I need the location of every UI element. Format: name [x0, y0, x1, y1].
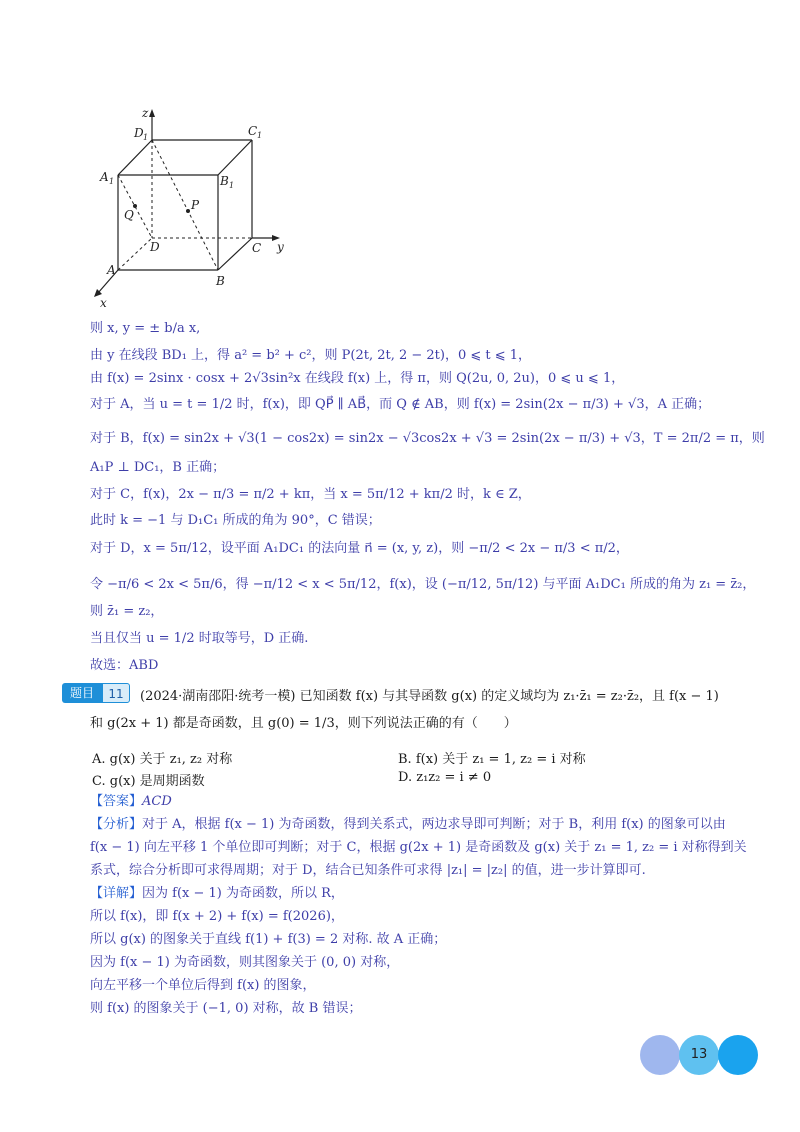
question-badge	[62, 683, 134, 703]
solution-line: 则 x, y = ± b/a x,	[90, 321, 201, 336]
option-B: B. f(x) 关于 z₁ = 1, z₂ = i 对称	[398, 752, 586, 767]
solution-line: A₁P ⊥ DC₁，B 正确；	[90, 460, 226, 475]
question-badge-label: 题目	[62, 683, 102, 703]
option-D: D. z₁z₂ = i ≠ 0	[398, 770, 492, 785]
solution-line: 故选：ABD	[90, 658, 159, 673]
analysis-line: f(x − 1) 向左平移 1 个单位即可判断；对于 C，根据 g(2x + 1) 是奇函数及 g(x) 关于 z₁ = 1, z₂ = i 对称得到关	[90, 840, 747, 855]
svg-text:1: 1	[109, 177, 115, 186]
cube-coordinate-figure	[80, 95, 300, 310]
detail-text: 因为 f(x − 1) 为奇函数，所以 R，	[142, 886, 344, 901]
detail-line: 所以 g(x) 的图象关于直线 f(1) + f(3) = 2 对称. 故 A 正确；	[90, 932, 447, 947]
vertex-A1-label: A	[100, 170, 109, 184]
analysis-tag: 【分析】	[90, 817, 143, 832]
x-axis-label: x	[100, 296, 107, 310]
svg-text:1: 1	[229, 181, 235, 190]
analysis-line	[90, 816, 726, 834]
detail-line	[90, 885, 344, 903]
solution-line: 此时 k = −1 与 D₁C₁ 所成的角为 90°，C 错误；	[90, 513, 381, 528]
answer-line	[90, 793, 172, 811]
detail-line: 向左平移一个单位后得到 f(x) 的图象，	[90, 978, 316, 993]
solution-line: 对于 D，x = 5π/12，设平面 A₁DC₁ 的法向量 n⃗ = (x, y, z)，则 −π/2 < 2x − π/3 < π/2，	[90, 541, 629, 556]
question-stem-line1: (2024·湖南邵阳·统考一模) 已知函数 f(x) 与其导函数 g(x) 的定义域均为 z₁·z̄₁ = z₂·z̄₂，且 f(x − 1)	[140, 689, 719, 704]
detail-line: 因为 f(x − 1) 为奇函数，则其图象关于 (0, 0) 对称，	[90, 955, 400, 970]
y-axis-label: y	[277, 240, 284, 254]
vertex-C-label: C	[252, 241, 262, 255]
page-number: 13	[679, 1035, 719, 1075]
option-A: A. g(x) 关于 z₁, z₂ 对称	[92, 752, 233, 767]
solution-line: 则 z̄₁ = z₂，	[90, 604, 164, 619]
solution-line: 令 −π/6 < 2x < 5π/6，得 −π/12 < x < 5π/12，f(x)，设 (−π/12, 5π/12) 与平面 A₁DC₁ 所成的角为 z₁ = z̄₂，	[90, 577, 756, 592]
svg-text:1: 1	[257, 131, 263, 140]
solution-line: 对于 A，当 u = t = 1/2 时，f(x)，即 QP⃗ ∥ AB⃗，而 Q ∉ AB，则 f(x) = 2sin(2x − π/3) + √3，A 正确；	[90, 397, 711, 412]
detail-line: 则 f(x) 的图象关于 (−1, 0) 对称，故 B 错误；	[90, 1001, 362, 1016]
svg-text:1: 1	[143, 133, 149, 142]
decor-circle-right	[718, 1035, 758, 1075]
detail-tag: 【详解】	[90, 886, 143, 901]
z-axis-label: z	[142, 106, 149, 120]
vertex-D1-label: D	[134, 126, 144, 140]
solution-line: 由 y 在线段 BD₁ 上，得 a² = b² + c²，则 P(2t, 2t, 2 − 2t)，0 ⩽ t ⩽ 1，	[90, 348, 532, 363]
page-number-badge	[640, 1035, 758, 1075]
answer-tag: 【答案】	[90, 794, 143, 809]
vertex-D-label: D	[150, 240, 160, 254]
analysis-line: 系式，综合分析即可求得周期；对于 D，结合已知条件可求得 |z₁| = |z₂| 的值，进一步计算即可.	[90, 863, 646, 878]
vertex-A-label: A	[107, 263, 116, 277]
vertex-C1-label: C	[248, 124, 258, 138]
solution-line: 对于 B，f(x) = sin2x + √3(1 − cos2x) = sin2x − √3cos2x + √3 = 2sin(2x − π/3) + √3，T = 2π/2 = π，则	[90, 431, 765, 446]
solution-line: 对于 C，f(x)，2x − π/3 = π/2 + kπ，当 x = 5π/12 + kπ/2 时，k ∈ Z，	[90, 487, 531, 502]
question-stem-line2: 和 g(2x + 1) 都是奇函数，且 g(0) = 1/3，则下列说法正确的有（ ）	[90, 716, 517, 731]
solution-line: 由 f(x) = 2sinx · cosx + 2√3sin²x 在线段 f(x) 上，得 π，则 Q(2u, 0, 2u)，0 ⩽ u ⩽ 1，	[90, 371, 625, 386]
detail-line: 所以 f(x)，即 f(x + 2) + f(x) = f(2026)，	[90, 909, 344, 924]
solution-line: 当且仅当 u = 1/2 时取等号，D 正确.	[90, 631, 309, 646]
vertex-B1-label: B	[220, 174, 229, 188]
answer-value: ACD	[142, 794, 172, 809]
decor-circle-left	[640, 1035, 680, 1075]
point-P-label: P	[191, 198, 200, 212]
vertex-B-label: B	[216, 274, 225, 288]
option-C: C. g(x) 是周期函数	[92, 774, 205, 789]
point-Q-label: Q	[124, 208, 134, 222]
question-badge-number: 11	[102, 683, 130, 703]
analysis-text: 对于 A，根据 f(x − 1) 为奇函数，得到关系式，两边求导即可判断；对于 B，利用 f(x) 的图象可以由	[142, 817, 726, 832]
